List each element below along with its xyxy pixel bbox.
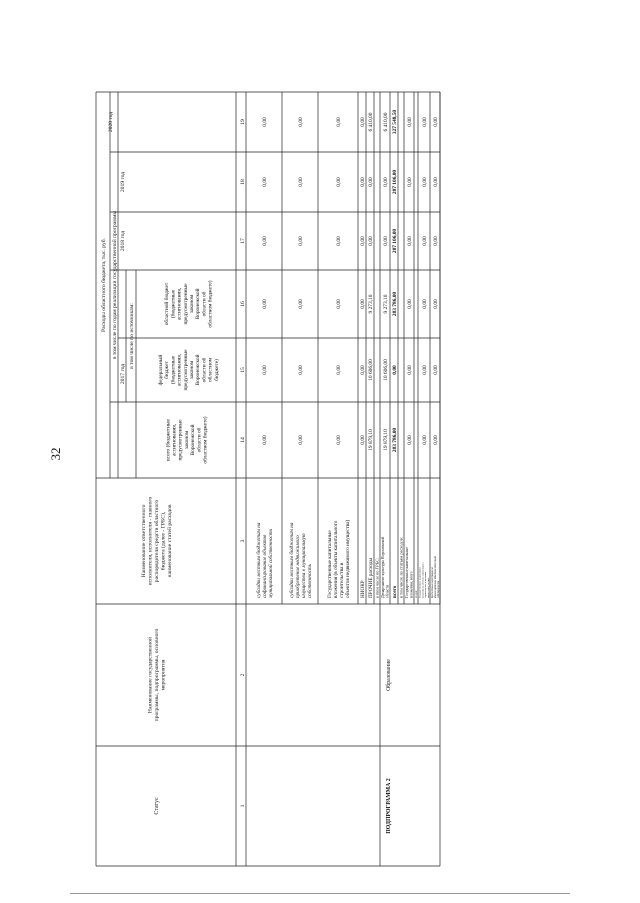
row-6-value-2 (383, 294, 389, 313)
row-label-9 (405, 547, 415, 598)
subprogram-name-line: Образование (386, 659, 393, 691)
row-7-value-1 (392, 365, 398, 375)
row-label-5-line: в том числе по ГРБС: (374, 557, 380, 598)
header-year-2020 (108, 112, 114, 132)
header-year-2018 (120, 231, 126, 251)
row-label-1-line: собственность (306, 564, 313, 598)
column-number-3 (240, 539, 246, 542)
row-2-value-4 (336, 177, 342, 187)
row-label-11-line: Государственные капитальные (418, 567, 422, 598)
subprogram-name (385, 659, 392, 691)
row-2-value-3-line: 0,00 (335, 236, 342, 246)
row-6-value-2-line: 9 273,10 (382, 294, 389, 314)
header-status (154, 797, 160, 815)
row-label-11-line: имущество), из них: (426, 577, 430, 598)
column-number-18 (240, 179, 246, 185)
column-number-16-line: 16 (239, 301, 246, 307)
row-0-value-2 (262, 299, 268, 309)
row-11-value-2-line: 0,00 (421, 299, 428, 309)
header-status-line: Статус (154, 797, 161, 815)
row-4-value-2 (368, 294, 374, 313)
row-6-value-5-line: 6 410,00 (382, 112, 389, 132)
row-label-1-line: имущества в муниципальную (300, 533, 307, 598)
row-12-value-1-line: 0,00 (432, 365, 439, 375)
row-label-8-line: в том числе по статьям расходов: (398, 537, 404, 598)
header-federal-budget-line: бюджет (164, 361, 171, 379)
row-9-value-2 (407, 299, 413, 309)
row-7-value-1-line: 0,00 (391, 365, 398, 375)
row-label-3 (360, 580, 366, 598)
row-1-value-1 (298, 365, 304, 375)
row-4-value-5-line: 6 410,00 (367, 112, 374, 132)
row-9-value-0-line: 0,00 (406, 435, 413, 445)
row-7-value-3-line: 207 106,00 (391, 228, 398, 254)
header-year-2017 (120, 364, 126, 384)
row-0-value-1-line: 0,00 (261, 365, 268, 375)
column-number-15-line: 15 (239, 367, 246, 373)
row-3-value-3-line: 0,00 (359, 236, 366, 246)
row-label-11 (419, 562, 430, 598)
row-label-2-line: вложения (в объекты капитального (332, 520, 339, 598)
row-11-value-3-line: 0,00 (421, 236, 428, 246)
header-total-budget-line: предусмотренные (177, 419, 184, 461)
row-11-value-1 (422, 365, 428, 375)
row-1-value-4 (298, 177, 304, 187)
row-1-value-5-line: 0,00 (297, 117, 304, 127)
row-9-value-1-line: 0,00 (406, 365, 413, 375)
row-12-value-0 (433, 435, 439, 445)
row-label-6 (381, 537, 390, 598)
row-9-value-5-line: 0,00 (406, 117, 413, 127)
row-3-value-0 (360, 435, 366, 445)
row-label-2-line: строительства и (338, 562, 345, 598)
column-number-18-line: 18 (239, 179, 246, 185)
header-federal-budget-line: федеральный (157, 354, 164, 386)
row-label-1-line: субсидии местным бюджетам на (288, 522, 295, 598)
subprogram-status (386, 778, 392, 833)
header-executor-line: исполнителя, исполнителя - главного (147, 496, 154, 586)
row-12-value-3-line: 0,00 (432, 236, 439, 246)
row-6-value-5 (383, 112, 389, 131)
header-program-name-line: Наименование государственной (147, 636, 154, 714)
row-6-value-0 (383, 429, 389, 451)
row-2-value-0-line: 0,00 (335, 435, 342, 445)
row-0-value-4 (262, 177, 268, 187)
row-2-value-0 (336, 435, 342, 445)
row-1-value-3 (298, 236, 304, 246)
subprogram-status-line: ПОДПРОГРАММА 2 (386, 778, 393, 834)
row-label-9-line: вложения, всего (409, 571, 414, 598)
header-regional-budget-line: законом (188, 294, 195, 314)
header-regional-budget-line: области об (201, 291, 208, 317)
row-7-value-5 (392, 110, 398, 135)
column-number-19 (240, 119, 246, 125)
header-program-name-line: мероприятия (160, 659, 167, 691)
header-by-years (111, 211, 118, 359)
row-label-12-line: бюджетные инвестиции на (430, 567, 434, 598)
header-executor-line: бюджета (далее - ГРБС), (160, 511, 167, 571)
header-executor (141, 496, 173, 585)
column-number-3-line: 3 (239, 539, 246, 543)
row-4-value-5 (368, 112, 374, 131)
row-2-value-4-line: 0,00 (335, 177, 342, 187)
row-label-1-line: приобретение недвижимого (294, 535, 301, 598)
row-12-value-4 (433, 177, 439, 187)
row-label-6-line: Департамент культуры Воронежской (381, 536, 386, 598)
row-2-value-1-line: 0,00 (335, 365, 342, 375)
row-7-value-4-line: 207 106,00 (391, 169, 398, 195)
column-number-2 (240, 673, 246, 676)
header-regional-budget-line: ассигнования, (176, 287, 183, 321)
header-year-2019-line: 2019 год (119, 171, 126, 193)
row-9-value-4-line: 0,00 (406, 177, 413, 187)
row-label-12 (431, 555, 440, 598)
row-9-value-2-line: 0,00 (406, 299, 413, 309)
header-year-2019 (120, 172, 126, 192)
header-executor-line: наименование статей расходов (166, 504, 173, 578)
row-11-value-0 (422, 435, 428, 445)
header-federal-budget-line: ассигнования, (176, 353, 183, 387)
row-12-value-1 (433, 365, 439, 375)
row-label-4-line: ПРОЧИЕ расходы (367, 558, 374, 598)
row-6-value-1-line: 10 606,00 (382, 359, 389, 381)
header-total-budget-line: Воронежской (190, 424, 197, 456)
header-federal-budget-line: предусмотренные (182, 349, 189, 391)
row-label-11-line: строительства и вложение (424, 571, 428, 598)
row-label-1 (288, 522, 313, 598)
row-2-value-2 (336, 299, 342, 309)
row-0-value-3-line: 0,00 (261, 236, 268, 246)
row-4-value-2-line: 9 273,10 (367, 294, 374, 314)
row-12-value-2 (433, 299, 439, 309)
row-4-value-4 (368, 177, 374, 187)
row-9-value-3-line: 0,00 (406, 236, 413, 246)
row-12-value-4-line: 0,00 (432, 177, 439, 187)
row-label-2-line: объектов недвижимого имущества) (344, 519, 351, 598)
row-0-value-2-line: 0,00 (261, 299, 268, 309)
row-6-value-0-line: 19 879,10 (382, 429, 389, 451)
header-program-name-line: программы, подпрограммы, основного (153, 628, 160, 722)
row-12-value-3 (433, 236, 439, 246)
header-regional-budget-line: областной бюджет (164, 282, 171, 326)
header-executor-line: Наименование ответственного (141, 504, 148, 578)
row-3-value-4-line: 0,00 (359, 177, 366, 187)
row-12-value-2-line: 0,00 (432, 299, 439, 309)
row-0-value-1 (262, 365, 268, 375)
row-7-value-5-line: 327 548,50 (391, 109, 398, 135)
header-executor-line: распорядителя средств областного (153, 499, 160, 583)
row-4-value-0-line: 19 879,10 (367, 429, 374, 451)
header-total-budget-line: ассигнования, (171, 423, 178, 457)
row-9-value-4 (407, 177, 413, 187)
header-federal-budget-line: законом (188, 360, 195, 380)
row-11-value-5 (422, 117, 428, 127)
header-total-budget-line: всего (бюджетные (165, 419, 172, 461)
column-number-2-line: 2 (239, 673, 246, 677)
header-regional-budget (163, 280, 213, 327)
row-9-value-5 (407, 117, 413, 127)
row-2-value-1 (336, 365, 342, 375)
row-4-value-4-line: 0,00 (367, 177, 374, 187)
row-label-2-line: Государственные капитальные (326, 530, 333, 598)
row-9-value-3 (407, 236, 413, 246)
row-0-value-0-line: 0,00 (261, 435, 268, 445)
row-1-value-2-line: 0,00 (297, 299, 304, 309)
row-0-value-5-line: 0,00 (261, 117, 268, 127)
header-incl-sources-line: в том числе по источникам: (128, 303, 135, 369)
header-incl-sources (129, 303, 135, 369)
row-6-value-1 (383, 359, 389, 381)
row-11-value-0-line: 0,00 (421, 435, 428, 445)
row-1-value-0-line: 0,00 (297, 435, 304, 445)
header-total-budget-line: законом (183, 430, 190, 450)
column-number-14-line: 14 (239, 437, 246, 443)
row-7-value-3 (392, 229, 398, 254)
row-4-value-3 (368, 236, 374, 246)
row-label-7 (392, 585, 398, 598)
row-6-value-3 (383, 236, 389, 246)
row-3-value-3 (360, 236, 366, 246)
column-number-1 (240, 804, 246, 807)
header-federal-budget-line: (бюджетные (170, 355, 177, 385)
row-label-3-line: НИОКР (359, 580, 366, 598)
row-label-11-line: вложения (в объекты капитального (421, 562, 425, 598)
header-total-budget-line: области об (196, 427, 203, 453)
column-number-14 (240, 437, 246, 443)
header-regional-budget-line: Воронежской (195, 288, 202, 320)
row-label-5 (375, 557, 380, 598)
row-12-value-5 (433, 117, 439, 127)
row-2-value-5 (336, 117, 342, 127)
row-3-value-2 (360, 299, 366, 309)
row-0-value-3 (262, 236, 268, 246)
row-11-value-4 (422, 177, 428, 187)
header-federal-budget-line: Воронежской (195, 354, 202, 386)
row-0-value-0 (262, 435, 268, 445)
row-6-value-3-line: 0,00 (382, 236, 389, 246)
row-label-0-line: софинансирование объектов (261, 534, 268, 598)
row-3-value-5-line: 0,00 (359, 117, 366, 127)
column-number-17 (240, 238, 246, 244)
row-label-12-line: собственности (436, 580, 440, 598)
header-federal-budget-line: области об (201, 357, 208, 383)
row-3-value-5 (360, 117, 366, 127)
row-label-12-line: финансирование объектов областной (433, 556, 437, 598)
row-1-value-2 (298, 299, 304, 309)
row-6-value-4 (383, 177, 389, 187)
budget-table-rotated (96, 92, 440, 866)
row-1-value-0 (298, 435, 304, 445)
budget-table (96, 92, 440, 866)
row-7-value-4 (392, 170, 398, 195)
column-number-19-line: 19 (239, 119, 246, 125)
row-3-value-1 (360, 365, 366, 375)
row-7-value-2 (392, 292, 398, 317)
row-1-value-1-line: 0,00 (297, 365, 304, 375)
header-year-2018-line: 2018 год (119, 230, 126, 252)
row-11-value-1-line: 0,00 (421, 365, 428, 375)
header-program-name (147, 628, 167, 721)
header-federal-budget (157, 349, 220, 391)
row-label-10-line: из них: (414, 590, 418, 598)
header-expenses-title (100, 237, 107, 331)
column-number-17-line: 17 (239, 238, 246, 244)
row-0-value-4-line: 0,00 (261, 177, 268, 187)
row-11-value-4-line: 0,00 (421, 177, 428, 187)
row-7-value-2-line: 203 786,00 (391, 291, 398, 317)
row-1-value-3-line: 0,00 (297, 236, 304, 246)
row-2-value-5-line: 0,00 (335, 117, 342, 127)
row-3-value-0-line: 0,00 (359, 435, 366, 445)
row-label-8 (399, 537, 404, 598)
column-number-16 (240, 301, 246, 307)
header-federal-budget-line: бюджете) (213, 359, 220, 381)
row-12-value-0-line: 0,00 (432, 435, 439, 445)
header-regional-budget-line: областном бюджете) (207, 280, 214, 328)
row-label-0-line: субсидии местным бюджетам на (255, 522, 262, 598)
row-label-7-line: всего (391, 585, 398, 598)
row-6-value-4-line: 0,00 (382, 177, 389, 187)
row-9-value-1 (407, 365, 413, 375)
row-3-value-2-line: 0,00 (359, 299, 366, 309)
row-12-value-5-line: 0,00 (432, 117, 439, 127)
row-9-value-0 (407, 435, 413, 445)
row-2-value-2-line: 0,00 (335, 299, 342, 309)
row-4-value-0 (368, 429, 374, 451)
row-0-value-5 (262, 117, 268, 127)
row-label-4 (368, 557, 374, 598)
row-label-2 (327, 520, 351, 598)
header-year-2020-line: 2020 год (107, 111, 114, 133)
row-1-value-4-line: 0,00 (297, 177, 304, 187)
header-expenses-title-line: Расходы областного бюджета, тыс. руб. (100, 238, 107, 332)
row-1-value-5 (298, 117, 304, 127)
row-4-value-3-line: 0,00 (367, 236, 374, 246)
page-divider (70, 893, 570, 894)
row-2-value-3 (336, 236, 342, 246)
column-number-15 (240, 367, 246, 373)
row-3-value-1-line: 0,00 (359, 365, 366, 375)
header-regional-budget-line: (бюджетные (170, 289, 177, 319)
header-by-years-line: в том числе по годам реализации государственной программы (111, 210, 118, 360)
column-number-1-line: 1 (239, 804, 246, 808)
row-11-value-5-line: 0,00 (421, 117, 428, 127)
row-label-0 (255, 522, 274, 599)
header-federal-budget-line: областном (207, 357, 214, 383)
row-3-value-4 (360, 177, 366, 187)
header-total-budget (164, 416, 208, 463)
header-year-2017-line: 2017 год (119, 363, 126, 385)
row-11-value-2 (422, 299, 428, 309)
row-7-value-0 (392, 428, 398, 453)
row-label-0-line: муниципальной собственности (267, 528, 274, 598)
row-11-value-3 (422, 236, 428, 246)
page-number: 32 (48, 447, 63, 461)
row-label-10 (415, 590, 418, 598)
row-7-value-0-line: 203 786,00 (391, 427, 398, 453)
row-4-value-1 (368, 359, 374, 381)
header-regional-budget-line: предусмотренные (182, 283, 189, 325)
header-total-budget-line: областном бюджете) (202, 416, 209, 464)
row-label-9-line: Государственные капитальные (405, 547, 410, 598)
row-label-6-line: области (385, 584, 390, 598)
row-4-value-1-line: 10 606,00 (367, 359, 374, 381)
